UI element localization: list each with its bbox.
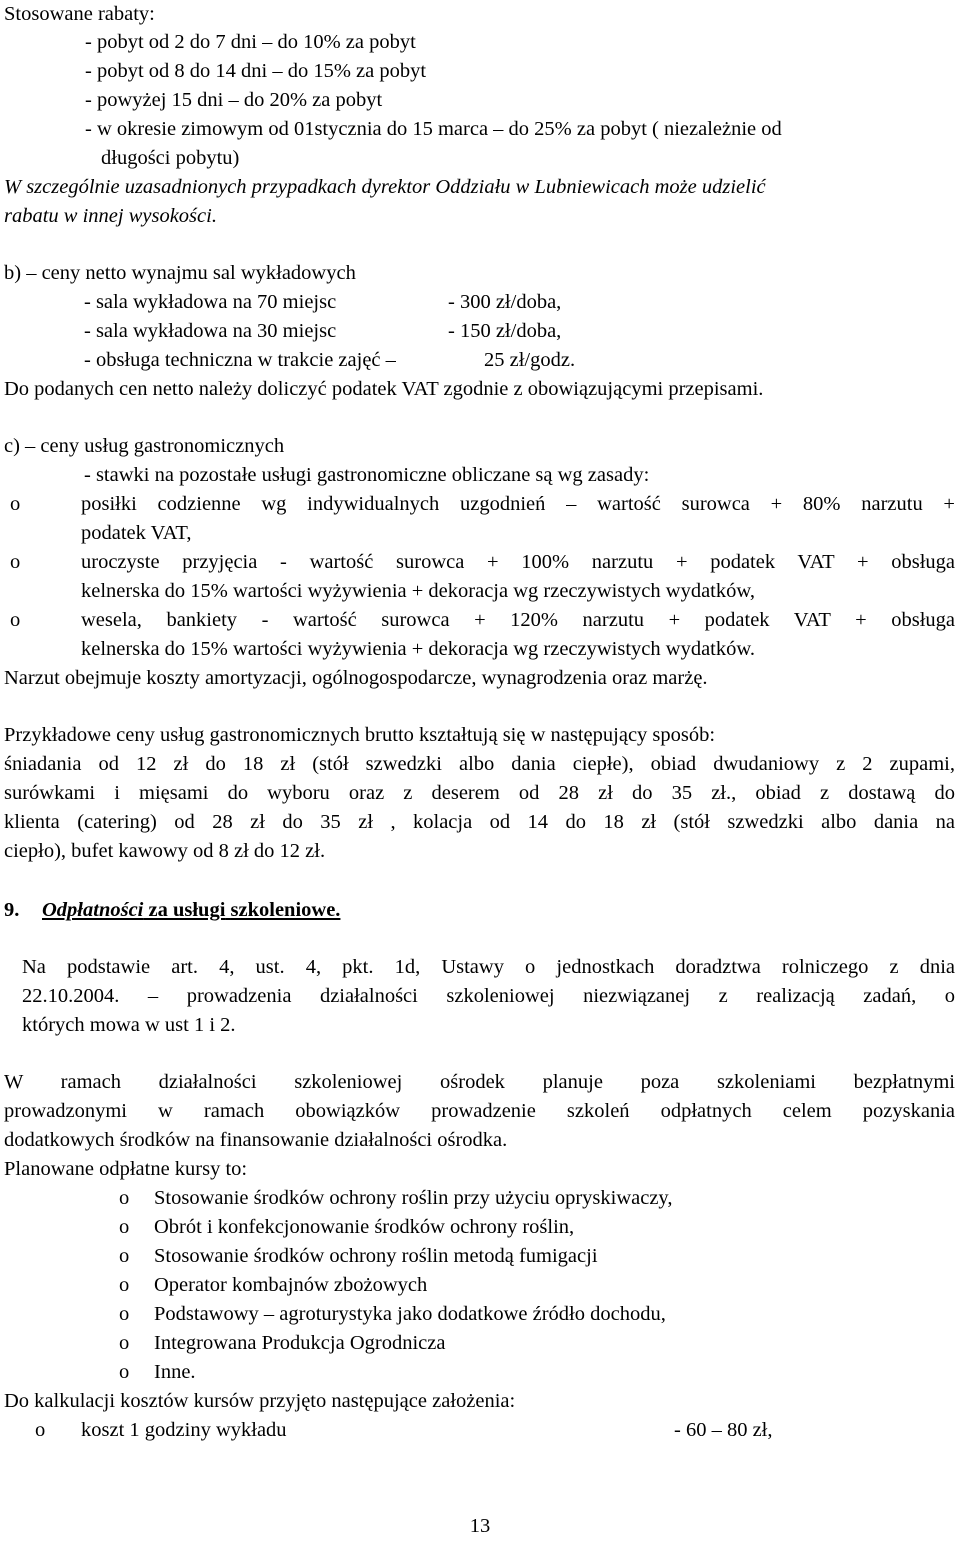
gastro-item: kelnerska do 15% wartości wyżywienia + dekoracja wg rzeczywistych wydatków. xyxy=(81,638,755,660)
przyklad-line: Przykładowe ceny usług gastronomicznych brutto kształtują się w następujący sposób: xyxy=(4,724,716,746)
gastro-heading: c) – ceny usług gastronomicznych xyxy=(4,435,285,457)
bullet-icon: o xyxy=(119,1216,130,1238)
rabaty-note: W szczególnie uzasadnionych przypadkach dyrektor Oddziału w Lubniewicach może udzielić xyxy=(4,176,766,198)
sale-row-price: - 150 zł/doba, xyxy=(448,320,562,342)
przyklad-line: śniadania od 12 zł do 18 zł (stół szwedzki albo dania ciepłe), obiad dwudaniowy z 2 zupami, xyxy=(4,753,955,775)
szkolenia-line: dodatkowych środków na finansowanie działalności ośrodka. xyxy=(4,1129,508,1151)
kurs-item: Stosowanie środków ochrony roślin przy użyciu opryskiwaczy, xyxy=(154,1187,673,1209)
section-9-title-part2: za usługi xyxy=(148,899,226,921)
rabaty-item: długości pobytu) xyxy=(101,147,240,169)
bullet-icon: o xyxy=(119,1361,130,1383)
sale-heading: b) – ceny netto wynajmu sal wykładowych xyxy=(4,262,356,284)
rabaty-item: - pobyt od 2 do 7 dni – do 10% za pobyt xyxy=(85,31,416,53)
section-9-line: Na podstawie art. 4, ust. 4, pkt. 1d, Ustawy o jednostkach doradztwa rolniczego z dnia xyxy=(22,956,955,978)
kalkulacja-label: koszt 1 godziny wykładu xyxy=(81,1419,287,1441)
bullet-icon: o xyxy=(35,1419,46,1441)
page-number: 13 xyxy=(469,1515,491,1537)
gastro-item: uroczyste przyjęcia - wartość surowca + 100% narzutu + podatek VAT + obsługa xyxy=(81,551,955,573)
kurs-item: Integrowana Produkcja Ogrodnicza xyxy=(154,1332,446,1354)
kurs-item: Podstawowy – agroturystyka jako dodatkowe źródło dochodu, xyxy=(154,1303,666,1325)
section-9-title xyxy=(42,896,340,925)
bullet-icon: o xyxy=(10,551,21,573)
sale-row-label: - sala wykładowa na 70 miejsc xyxy=(84,291,337,313)
bullet-icon: o xyxy=(119,1332,130,1354)
kurs-item: Inne. xyxy=(154,1361,196,1383)
section-9-line: których mowa w ust 1 i 2. xyxy=(22,1014,236,1036)
kalkulacja-value: - 60 – 80 zł, xyxy=(674,1419,773,1441)
rabaty-note: rabatu w innej wysokości. xyxy=(4,205,217,227)
przyklad-line: surówkami i mięsami do wyboru oraz z deserem od 28 zł do 35 zł., obiad z dostawą do xyxy=(4,782,955,804)
gastro-item: kelnerska do 15% wartości wyżywienia + dekoracja wg rzeczywistych wydatków, xyxy=(81,580,755,602)
sale-row-price: - 300 zł/doba, xyxy=(448,291,562,313)
gastro-intro: - stawki na pozostałe usługi gastronomiczne obliczane są wg zasady: xyxy=(84,464,650,486)
przyklad-line: klienta (catering) od 28 zł do 35 zł , kolacja od 14 do 18 zł (stół szwedzki albo dania na xyxy=(4,811,955,833)
section-9-line: 22.10.2004. – prowadzenia działalności szkoleniowej niezwiązanej z realizacją zadań, o xyxy=(22,985,955,1007)
section-9-number: 9. xyxy=(4,899,20,921)
gastro-narzut: Narzut obejmuje koszty amortyzacji, ogólnogospodarcze, wynagrodzenia oraz marżę. xyxy=(4,667,708,689)
gastro-item: wesela, bankiety - wartość surowca + 120% narzutu + podatek VAT + obsługa xyxy=(81,609,955,631)
bullet-icon: o xyxy=(10,493,21,515)
przyklad-line: ciepło), bufet kawowy od 8 zł do 12 zł. xyxy=(4,840,326,862)
kursy-heading: Planowane odpłatne kursy to: xyxy=(4,1158,248,1180)
szkolenia-line: W ramach działalności szkoleniowej ośrodek planuje poza szkoleniami bezpłatnymi xyxy=(4,1071,955,1093)
sale-row-label: - obsługa techniczna w trakcie zajęć – xyxy=(84,349,396,371)
kurs-item: Stosowanie środków ochrony roślin metodą fumigacji xyxy=(154,1245,598,1267)
sale-vat-note: Do podanych cen netto należy doliczyć podatek VAT zgodnie z obowiązującymi przepisami. xyxy=(4,378,764,400)
bullet-icon: o xyxy=(119,1187,130,1209)
szkolenia-line: prowadzonymi w ramach obowiązków prowadzenie szkoleń odpłatnych celem pozyskania xyxy=(4,1100,955,1122)
kurs-item: Obrót i konfekcjonowanie środków ochrony roślin, xyxy=(154,1216,575,1238)
bullet-icon: o xyxy=(119,1303,130,1325)
kurs-item: Operator kombajnów zbożowych xyxy=(154,1274,428,1296)
sale-row-price: 25 zł/godz. xyxy=(484,349,576,371)
bullet-icon: o xyxy=(10,609,21,631)
rabaty-item: - w okresie zimowym od 01stycznia do 15 marca – do 25% za pobyt ( niezależnie od xyxy=(85,118,782,140)
rabaty-heading: Stosowane rabaty: xyxy=(4,3,155,25)
section-9-title-part1: Odpłatności xyxy=(42,899,144,921)
bullet-icon: o xyxy=(119,1245,130,1267)
rabaty-item: - pobyt od 8 do 14 dni – do 15% za pobyt xyxy=(85,60,427,82)
gastro-item: podatek VAT, xyxy=(81,522,192,544)
section-9-title-part3: szkoleniowe. xyxy=(230,899,341,921)
sale-row-label: - sala wykładowa na 30 miejsc xyxy=(84,320,337,342)
kalkulacja-heading: Do kalkulacji kosztów kursów przyjęto następujące założenia: xyxy=(4,1390,516,1412)
gastro-item: posiłki codzienne wg indywidualnych uzgodnień – wartość surowca + 80% narzutu + xyxy=(81,493,955,515)
bullet-icon: o xyxy=(119,1274,130,1296)
rabaty-item: - powyżej 15 dni – do 20% za pobyt xyxy=(85,89,383,111)
